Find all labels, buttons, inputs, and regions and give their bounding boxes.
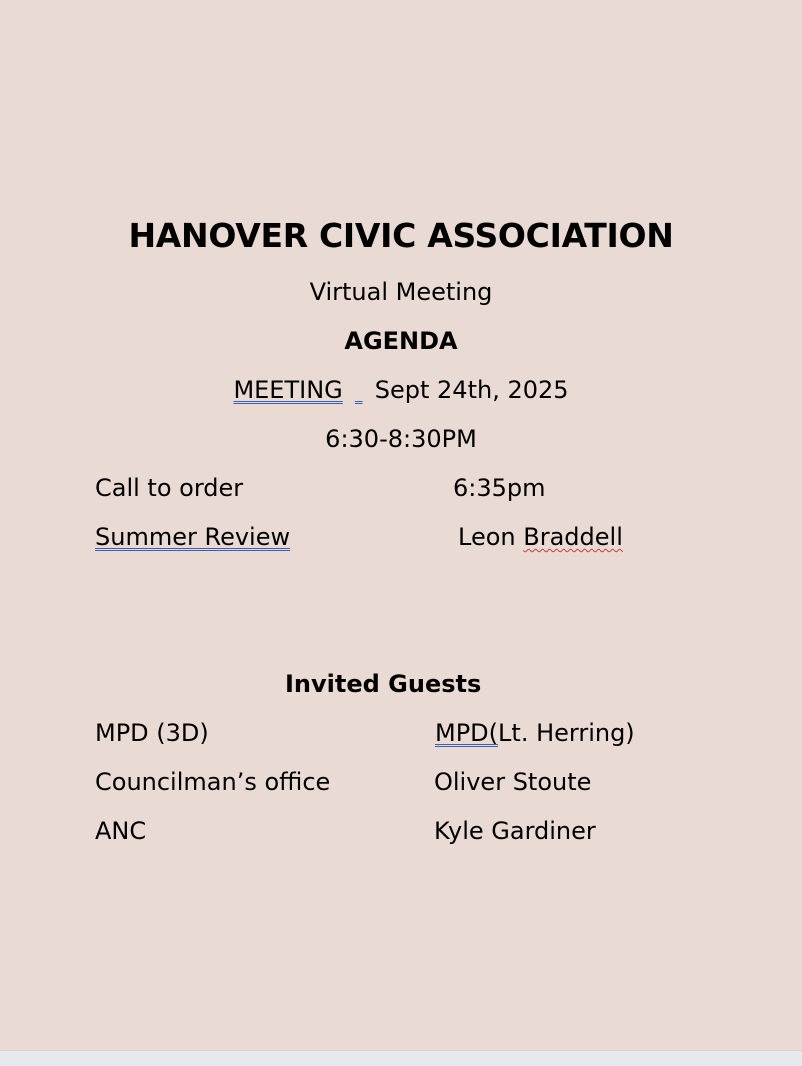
agenda-heading: AGENDA: [344, 327, 458, 355]
invited-guests-heading: Invited Guests: [285, 670, 482, 698]
bottom-bar: [0, 1051, 802, 1066]
meeting-time: 6:30-8:30PM: [325, 425, 477, 453]
agenda-item-call-to-order-time: 6:35pm: [453, 474, 546, 502]
guest-org-anc: ANC: [95, 817, 147, 845]
guest-org-councilman: Councilman’s office: [95, 768, 331, 796]
guest-name-mpd-prefix: MPD(: [435, 719, 499, 747]
agenda-item-summer-review: Summer Review: [95, 523, 291, 551]
presenter-first-name: Leon: [458, 523, 516, 551]
meeting-date-line: [0, 375, 802, 405]
guest-name-councilman: Oliver Stoute: [434, 768, 592, 796]
agenda-item-summer-review-presenter: [458, 522, 623, 552]
guest-org-mpd: MPD (3D): [95, 719, 209, 747]
guest-name-mpd: [435, 718, 635, 748]
meeting-label: MEETING: [233, 376, 343, 404]
guest-name-anc: Kyle Gardiner: [434, 817, 596, 845]
meeting-date: Sept 24th, 2025: [374, 376, 569, 404]
guest-name-mpd-rest: Lt. Herring): [498, 719, 635, 747]
document-subtitle: Virtual Meeting: [309, 278, 493, 306]
agenda-item-call-to-order: Call to order: [95, 474, 244, 502]
document-title: HANOVER CIVIC ASSOCIATION: [128, 216, 674, 255]
presenter-last-name: Braddell: [523, 523, 623, 551]
meeting-label-gap: [343, 375, 375, 405]
